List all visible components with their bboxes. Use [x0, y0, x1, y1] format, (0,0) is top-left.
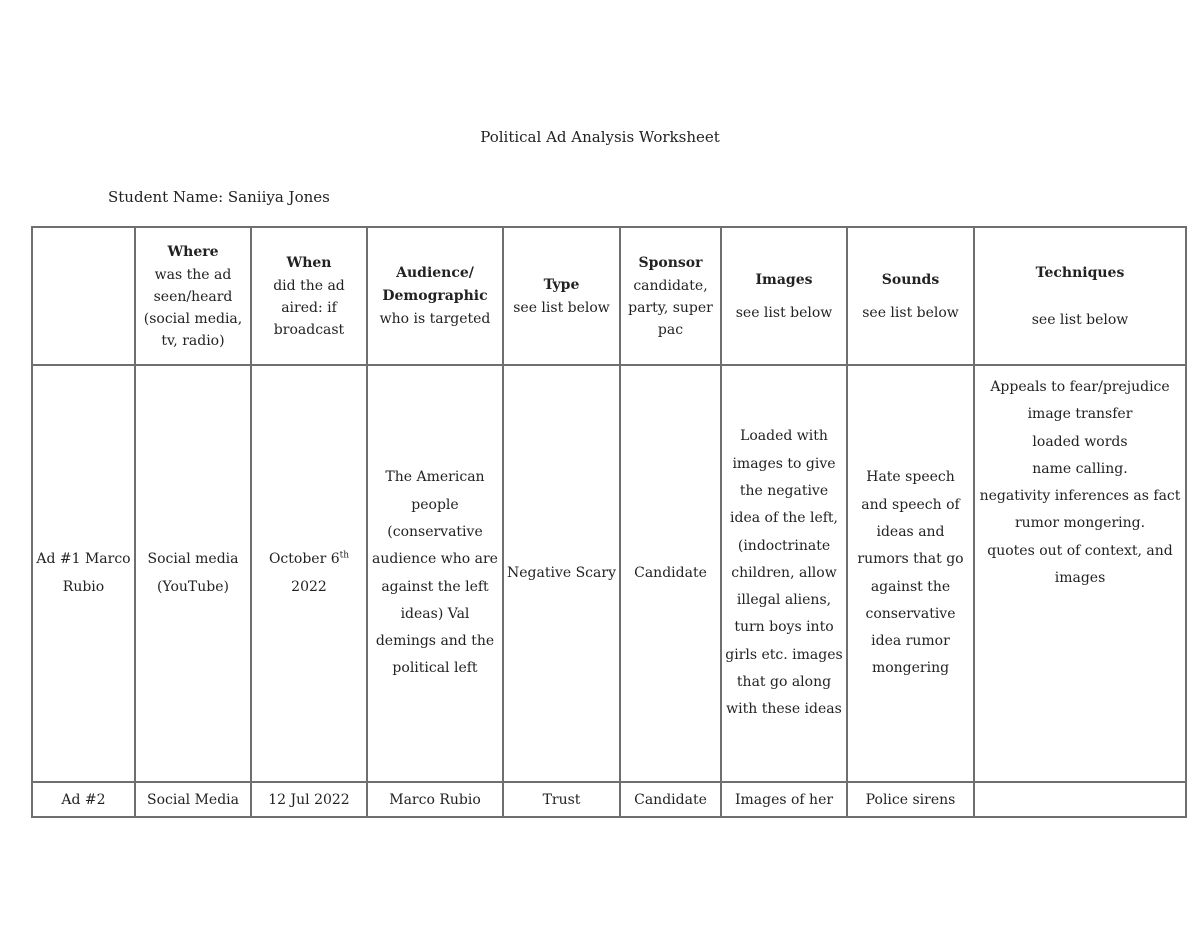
header-where: Where was the ad seen/heard (social media, tv, radio) — [135, 227, 251, 365]
type-cell: Trust — [503, 782, 620, 817]
table-row — [32, 365, 1186, 782]
header-techniques: Techniques see list below — [974, 227, 1186, 365]
techniques-cell — [974, 782, 1186, 817]
when-cell: October 6th 2022 — [251, 365, 367, 782]
header-type: Type see list below — [503, 227, 620, 365]
techniques-cell — [974, 365, 1186, 782]
technique-item: rumor mongering. — [1014, 515, 1146, 532]
images-cell: Images of her — [721, 782, 847, 817]
technique-item: negativity inferences as fact — [979, 488, 1181, 505]
header-ad — [32, 227, 135, 365]
images-cell: Loaded with images to give the negative idea of the left, (indoctrinate children, allow illegal aliens, turn boys into girls etc. images that go along with these ideas — [721, 365, 847, 782]
sponsor-cell: Candidate — [620, 365, 721, 782]
technique-item: Appeals to fear/prejudice — [990, 379, 1170, 395]
header-sounds: Sounds see list below — [847, 227, 974, 365]
analysis-table — [31, 226, 1187, 818]
sounds-cell: Police sirens — [847, 782, 974, 817]
header-images: Images see list below — [721, 227, 847, 365]
audience-cell: The American people (conservative audience who are against the left ideas) Val demings and the political left — [367, 365, 503, 782]
technique-item: quotes out of context, and images — [987, 542, 1173, 587]
where-cell: Social media (YouTube) — [135, 365, 251, 782]
sounds-cell: Hate speech and speech of ideas and rumors that go against the conservative idea rumor mongering — [847, 365, 974, 782]
header-audience: Audience/ Demographic who is targeted — [367, 227, 503, 365]
page-title: Political Ad Analysis Worksheet — [480, 128, 720, 146]
audience-cell: Marco Rubio — [367, 782, 503, 817]
header-row — [32, 227, 1186, 365]
student-name: Student Name: Saniiya Jones — [108, 188, 330, 206]
header-sponsor: Sponsor candidate, party, super pac — [620, 227, 721, 365]
technique-item: loaded words — [1032, 433, 1128, 450]
when-cell: 12 Jul 2022 — [251, 782, 367, 817]
table-row — [32, 782, 1186, 817]
ad-label-cell: Ad #2 — [32, 782, 135, 817]
technique-item: image transfer — [1027, 406, 1133, 423]
type-cell: Negative Scary — [503, 365, 620, 782]
technique-item: name calling. — [1032, 460, 1128, 477]
sponsor-cell: Candidate — [620, 782, 721, 817]
header-when: When did the ad aired: if broadcast — [251, 227, 367, 365]
where-cell: Social Media — [135, 782, 251, 817]
ad-label-cell: Ad #1 Marco Rubio — [32, 365, 135, 782]
